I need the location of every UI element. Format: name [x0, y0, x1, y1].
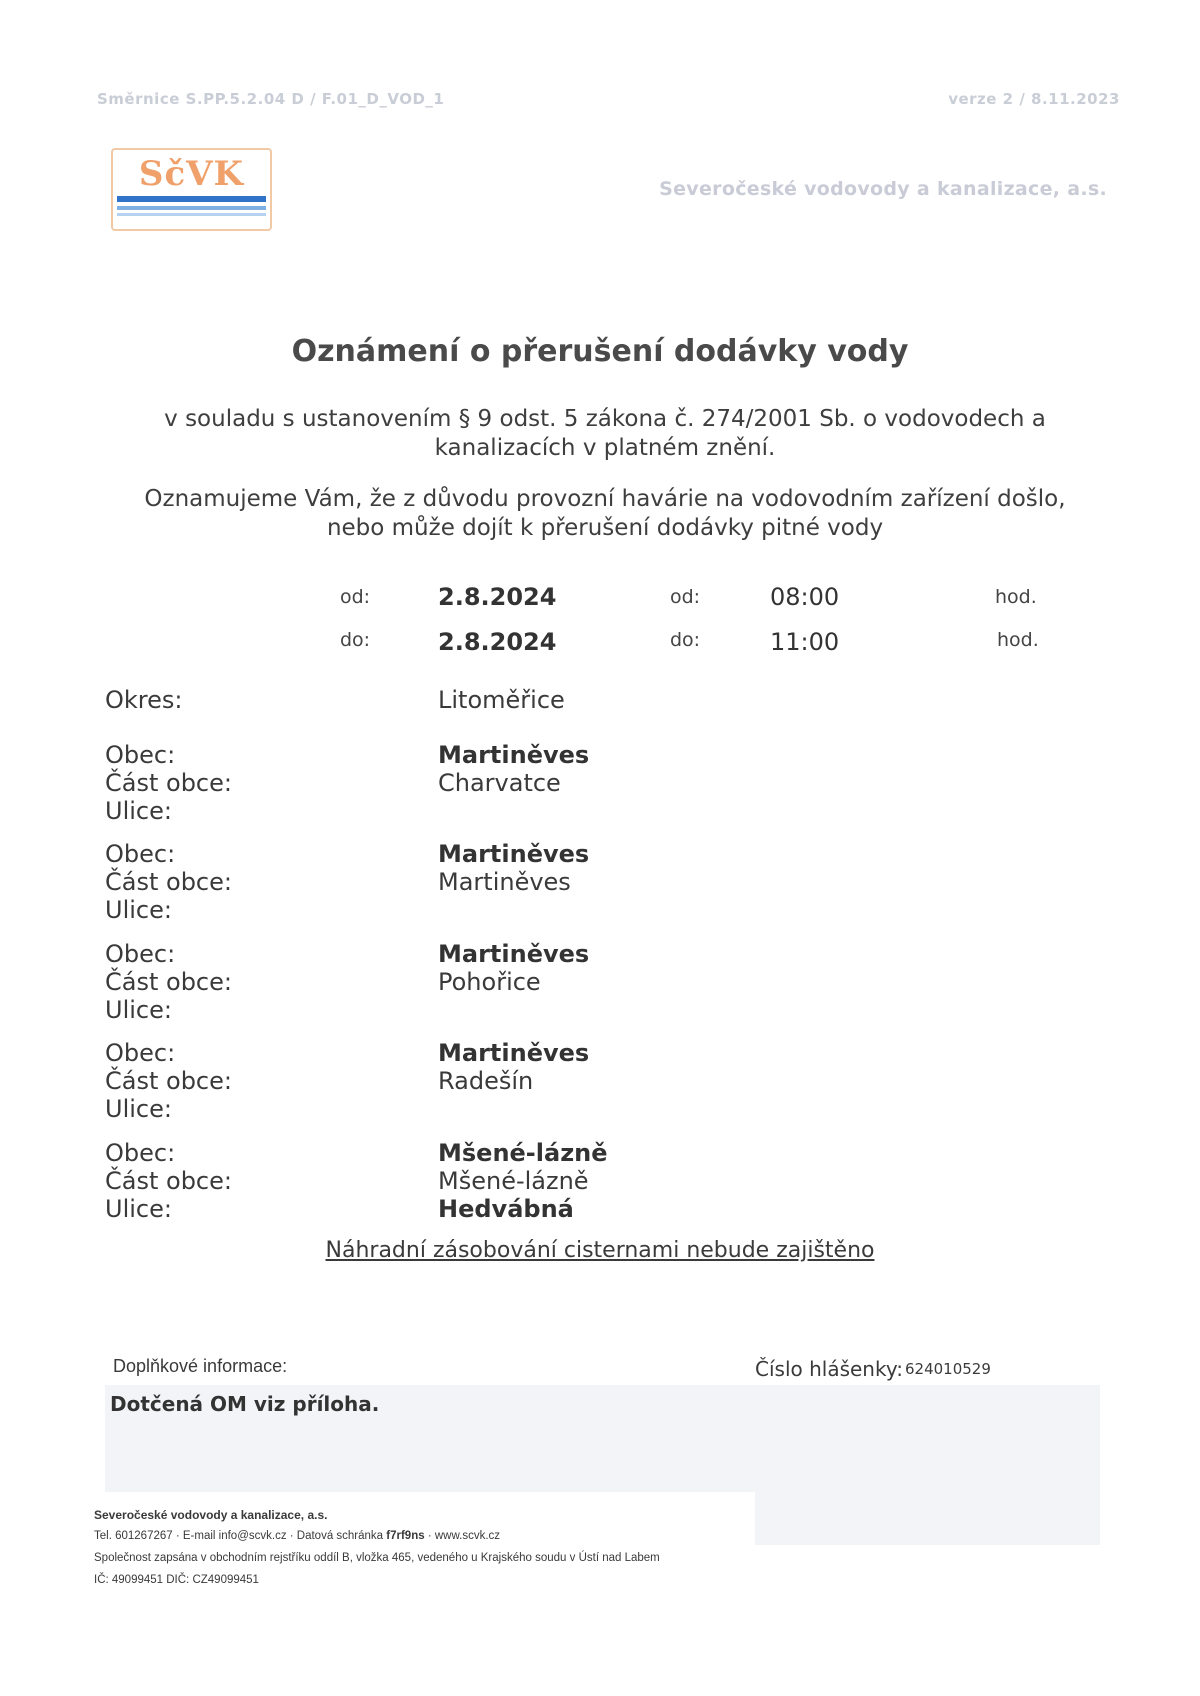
- municipality-value: Martiněves: [438, 840, 590, 868]
- from-time-label: od:: [670, 586, 701, 608]
- footer-contact-suffix: · www.scvk.cz: [424, 1530, 501, 1542]
- company-name-header: Severočeské vodovody a kanalizace, a.s.: [659, 178, 1107, 200]
- part-label: Část obce:: [105, 868, 232, 896]
- municipality-value: Martiněves: [438, 1039, 590, 1067]
- part-label: Část obce:: [105, 769, 232, 797]
- report-number-label: Číslo hlášenky:: [755, 1357, 903, 1381]
- street-label: Ulice:: [105, 1195, 172, 1223]
- page-title: Oznámení o přerušení dodávky vody: [291, 334, 909, 369]
- street-label: Ulice:: [105, 797, 172, 825]
- to-time-label: do:: [670, 629, 701, 651]
- from-date: 2.8.2024: [438, 583, 557, 611]
- additional-info-label: Doplňkové informace:: [113, 1356, 288, 1376]
- street-label: Ulice:: [105, 996, 172, 1024]
- municipality-label: Obec:: [105, 1139, 176, 1167]
- logo-stripe: [117, 206, 266, 210]
- from-date-label: od:: [340, 586, 371, 608]
- to-date: 2.8.2024: [438, 628, 557, 656]
- district-label: Okres:: [105, 686, 183, 714]
- logo-text: SčVK: [138, 154, 245, 194]
- municipality-value: Mšené-lázně: [438, 1139, 608, 1167]
- footer-databox-id: f7rf9ns: [386, 1530, 425, 1542]
- municipality-label: Obec:: [105, 840, 176, 868]
- part-value: Charvatce: [438, 769, 561, 797]
- directive-code: Směrnice S.PP.5.2.04 D / F.01_D_VOD_1: [97, 90, 445, 108]
- part-value: Radešín: [438, 1067, 534, 1095]
- from-time: 08:00: [770, 583, 840, 611]
- cistern-note: Náhradní zásobování cisternami nebude zajištěno: [325, 1238, 875, 1263]
- municipality-label: Obec:: [105, 741, 176, 769]
- logo-stripe: [117, 213, 266, 216]
- footer-contact: [94, 1530, 500, 1542]
- municipality-label: Obec:: [105, 1039, 176, 1067]
- part-label: Část obce:: [105, 968, 232, 996]
- additional-info-text: Dotčená OM viz příloha.: [110, 1392, 380, 1416]
- to-date-label: do:: [340, 629, 371, 651]
- municipality-value: Martiněves: [438, 940, 590, 968]
- part-value: Martiněves: [438, 868, 571, 896]
- to-time: 11:00: [770, 628, 840, 656]
- from-unit: hod.: [995, 586, 1037, 608]
- document-version: verze 2 / 8.11.2023: [948, 90, 1120, 108]
- footer-contact-prefix: Tel. 601267267 · E-mail info@scvk.cz · Datová schránka: [94, 1530, 387, 1542]
- to-unit: hod.: [997, 629, 1039, 651]
- part-value: Mšené-lázně: [438, 1167, 589, 1195]
- part-label: Část obce:: [105, 1067, 232, 1095]
- law-reference-text: v souladu s ustanovením § 9 odst. 5 zákona č. 274/2001 Sb. o vodovodech a kanalizacích v platném znění.: [164, 406, 1046, 461]
- logo-stripe: [117, 196, 266, 202]
- part-label: Část obce:: [105, 1167, 232, 1195]
- street-label: Ulice:: [105, 1095, 172, 1123]
- footer-company: Severočeské vodovody a kanalizace, a.s.: [94, 1508, 328, 1522]
- report-number: 624010529: [905, 1360, 991, 1378]
- municipality-value: Martiněves: [438, 741, 590, 769]
- street-label: Ulice:: [105, 896, 172, 924]
- footer-ids: IČ: 49099451 DIČ: CZ49099451: [94, 1574, 259, 1586]
- additional-info-box: [755, 1490, 1100, 1545]
- street-value: Hedvábná: [438, 1195, 574, 1223]
- district-value: Litoměřice: [438, 686, 565, 714]
- municipality-label: Obec:: [105, 940, 176, 968]
- part-value: Pohořice: [438, 968, 541, 996]
- company-logo: [111, 148, 272, 231]
- notice-text: Oznamujeme Vám, že z důvodu provozní havárie na vodovodním zařízení došlo, nebo může dojít k přerušení dodávky pitné vody: [144, 486, 1066, 541]
- footer-registry: Společnost zapsána v obchodním rejstříku oddíl B, vložka 465, vedeného u Krajského soudu v Ústí nad Labem: [94, 1552, 660, 1564]
